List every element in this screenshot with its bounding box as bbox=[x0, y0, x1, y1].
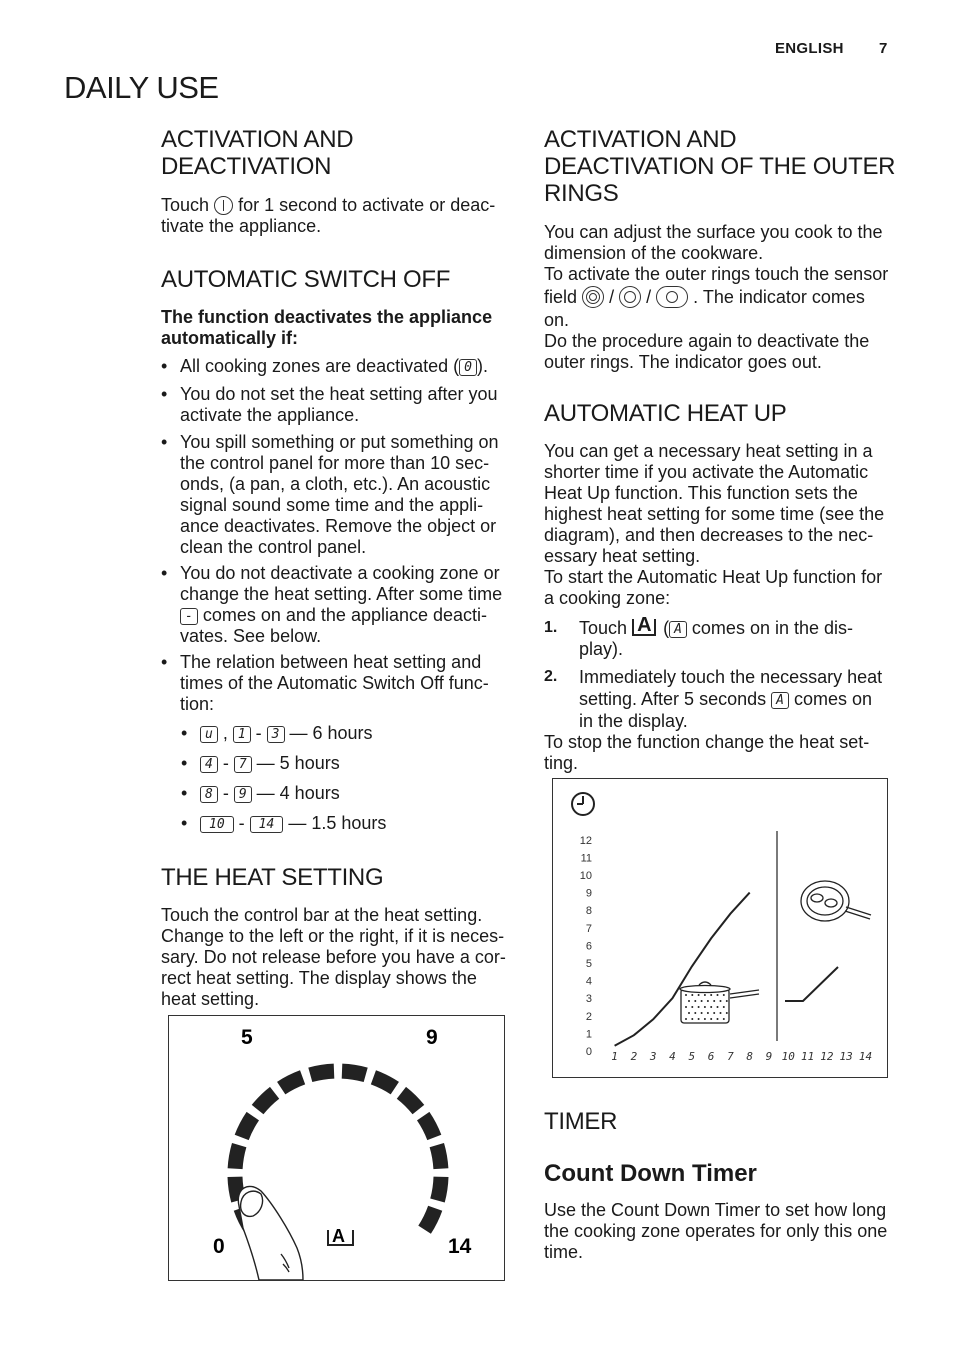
pot-dot bbox=[726, 1000, 728, 1002]
pot-dot bbox=[691, 994, 693, 996]
activation-section bbox=[161, 126, 511, 237]
dial-segment bbox=[423, 1116, 434, 1137]
list-item: • You do not deactivate a cooking zone or change the heat setting. After some time - comes on and the appliance deacti- vates. See below. bbox=[161, 563, 503, 646]
pot-dot bbox=[698, 994, 700, 996]
x-tick-label: 3 bbox=[649, 1050, 657, 1063]
triple-ring-icon bbox=[582, 286, 604, 308]
dial-segment bbox=[235, 1145, 239, 1169]
pot-dot bbox=[685, 994, 687, 996]
heat-setting-title: THE HEAT SETTING bbox=[161, 864, 384, 891]
page-number: 7 bbox=[879, 40, 888, 57]
dial-label-5: 5 bbox=[241, 1026, 253, 1049]
dial-segment bbox=[310, 1071, 334, 1075]
x-tick-label: 1 bbox=[611, 1050, 618, 1063]
dial-label-9: 9 bbox=[426, 1026, 438, 1049]
dial-label-0: 0 bbox=[213, 1235, 225, 1258]
pot-dot bbox=[701, 1012, 703, 1014]
finger-icon bbox=[238, 1186, 303, 1280]
dial-segment bbox=[342, 1071, 366, 1075]
pot-dot bbox=[691, 1006, 693, 1008]
auto-heat-up-icon: A bbox=[632, 617, 658, 637]
y-tick-label: 7 bbox=[585, 922, 592, 935]
auto-switch-off-intro: The function deactivates the appliance automatically if: bbox=[161, 307, 493, 348]
dial-segment bbox=[281, 1077, 302, 1088]
auto-heat-up-icon bbox=[328, 1226, 353, 1246]
x-tick-label: 8 bbox=[746, 1050, 753, 1063]
x-tick-label: 9 bbox=[765, 1050, 773, 1063]
activation-text: Touch for 1 second to activate or deac- tivate the appliance. bbox=[161, 195, 496, 236]
pot-dot bbox=[704, 1018, 706, 1020]
pot-dot bbox=[720, 1012, 722, 1014]
dial-segment bbox=[438, 1177, 442, 1201]
step-2: 2. Immediately touch the necessary heat setting. After 5 seconds A comes on in the display. bbox=[544, 667, 883, 731]
pot-dot bbox=[713, 1012, 715, 1014]
x-tick-label: 7 bbox=[727, 1050, 734, 1063]
y-tick-label: 9 bbox=[585, 887, 592, 900]
outer-rings-title: ACTIVATION AND DEACTIVATION OF THE OUTER RINGS bbox=[544, 126, 896, 207]
dial-segment bbox=[258, 1093, 275, 1110]
pot-dot bbox=[685, 1006, 687, 1008]
pot-dot bbox=[704, 1006, 706, 1008]
step-1: 1. Touch A ( A comes on in the dis- play). bbox=[544, 614, 853, 659]
auto-heat-up-chart bbox=[553, 779, 887, 1077]
pot-dot bbox=[723, 1018, 725, 1020]
dial-segment bbox=[242, 1116, 253, 1137]
pot-dot bbox=[717, 1018, 719, 1020]
auto-heat-up-stop-text: To stop the function change the heat set- ting. bbox=[544, 732, 870, 773]
pot-icon bbox=[680, 982, 759, 1023]
outer-rings-section bbox=[544, 126, 899, 373]
list-item: • You spill something or put something on the control panel for more than 10 sec- onds, (a pan, a cloth, etc.). An acoustic signal sound some time and the appli- ance deactivates. Remove the object or clean the control panel. bbox=[161, 432, 499, 557]
heat-setting-section bbox=[161, 864, 511, 1010]
y-tick-label: 6 bbox=[585, 940, 592, 953]
hold-curve bbox=[785, 967, 838, 1001]
x-tick-label: 6 bbox=[707, 1050, 715, 1063]
pot-dot bbox=[694, 1012, 696, 1014]
pot-dot bbox=[685, 1018, 687, 1020]
dial-label-14: 14 bbox=[448, 1235, 472, 1258]
timer-title: TIMER bbox=[544, 1108, 618, 1135]
count-down-timer-title: Count Down Timer bbox=[544, 1160, 757, 1187]
list-item: • All cooking zones are deactivated ( 0 ). bbox=[161, 356, 488, 376]
sub-list-item: • 4 - 7 — 5 hours bbox=[181, 753, 340, 773]
x-tick-label: 4 bbox=[669, 1050, 676, 1063]
y-tick-label: 2 bbox=[585, 1010, 592, 1023]
frying-pan-icon bbox=[801, 881, 871, 921]
y-tick-label: 8 bbox=[585, 905, 592, 918]
y-tick-label: 12 bbox=[579, 834, 592, 847]
outer-rings-text: You can adjust the surface you cook to the dimension of the cookware. To activate the outer rings touch the sensor field / / . The indicator comes on. Do the procedure again to deactivate the outer rings. The indicator goes out. bbox=[544, 222, 889, 372]
pot-dot bbox=[723, 1006, 725, 1008]
pot-dot bbox=[726, 1012, 728, 1014]
y-tick-labels bbox=[580, 835, 592, 1058]
list-item: • The relation between heat setting and times of the Automatic Switch Off func- tion: bbox=[161, 652, 489, 714]
pot-dot bbox=[698, 1018, 700, 1020]
pot-dot bbox=[710, 1018, 712, 1020]
auto-heat-up-diagram bbox=[552, 778, 888, 1078]
pot-dot bbox=[688, 1000, 690, 1002]
timer-section bbox=[544, 1108, 899, 1263]
y-tick-label: 3 bbox=[585, 993, 592, 1006]
double-ring-icon bbox=[619, 286, 641, 308]
svg-text:A: A bbox=[332, 1226, 345, 1246]
control-dial-illustration bbox=[169, 1016, 504, 1280]
auto-heat-up-title: AUTOMATIC HEAT UP bbox=[544, 400, 787, 427]
y-tick-label: 11 bbox=[580, 852, 592, 865]
pot-dot bbox=[688, 1012, 690, 1014]
y-tick-label: 4 bbox=[585, 975, 592, 988]
pot-dot bbox=[717, 994, 719, 996]
dial-segment bbox=[437, 1145, 441, 1169]
auto-heat-up-text: You can get a necessary heat setting in a shorter time if you activate the Automatic Heat Up function. This function sets the highest heat setting for some time (see the diagram), and then decreases to the nec- essary heat setting. To start the Automatic Heat Up function for a cooking zone: bbox=[544, 441, 885, 608]
pot-dot bbox=[713, 1000, 715, 1002]
activation-title: ACTIVATION AND DEACTIVATION bbox=[161, 126, 354, 180]
x-tick-label: 2 bbox=[630, 1050, 638, 1063]
x-tick-label: 10 bbox=[781, 1050, 795, 1063]
y-tick-label: 1 bbox=[585, 1028, 592, 1041]
x-tick-label: 13 bbox=[839, 1050, 853, 1063]
list-item: • You do not set the heat setting after you activate the appliance. bbox=[161, 384, 498, 425]
dial-segment bbox=[401, 1093, 418, 1110]
x-tick-label: 5 bbox=[688, 1050, 696, 1063]
auto-switch-off-section bbox=[161, 266, 511, 349]
heat-setting-dial-figure bbox=[168, 1015, 505, 1281]
auto-switch-off-list bbox=[161, 356, 521, 834]
y-tick-label: 10 bbox=[579, 870, 592, 882]
auto-switch-off-title: AUTOMATIC SWITCH OFF bbox=[161, 266, 451, 293]
y-tick-label: 0 bbox=[585, 1046, 592, 1058]
header-language: ENGLISH bbox=[775, 40, 844, 57]
y-tick-label: 5 bbox=[585, 958, 592, 970]
sub-list-item: • u , 1 - 3 — 6 hours bbox=[181, 723, 373, 743]
heat-setting-text: Touch the control bar at the heat setting. Change to the left or the right, if it is neces- sary. Do not release before you have a cor- rect heat setting. The display shows the heat setting. bbox=[161, 905, 506, 1009]
pot-dot bbox=[704, 994, 706, 996]
pot-dot bbox=[691, 1018, 693, 1020]
x-tick-labels bbox=[611, 1050, 872, 1063]
timer-text: Use the Count Down Timer to set how long the cooking zone operates for only this one time. bbox=[544, 1200, 888, 1262]
pot-dot bbox=[717, 1006, 719, 1008]
sub-list-item: • 8 - 9 — 4 hours bbox=[181, 783, 340, 803]
pot-dot bbox=[710, 994, 712, 996]
pot-dot bbox=[701, 1000, 703, 1002]
page-title: DAILY USE bbox=[64, 70, 219, 105]
pot-dot bbox=[723, 994, 725, 996]
dial-segment bbox=[425, 1208, 436, 1230]
on-off-icon bbox=[214, 196, 233, 215]
x-tick-label: 14 bbox=[858, 1050, 873, 1063]
sub-list-item: • 10 - 14 — 1.5 hours bbox=[181, 813, 387, 833]
clock-icon bbox=[572, 793, 594, 815]
dial-segment bbox=[373, 1077, 394, 1088]
pot-dot bbox=[720, 1000, 722, 1002]
x-tick-label: 12 bbox=[820, 1050, 834, 1063]
pot-dot bbox=[698, 1006, 700, 1008]
pot-dot bbox=[707, 1000, 709, 1002]
pot-dot bbox=[707, 1012, 709, 1014]
x-tick-label: 11 bbox=[800, 1050, 815, 1063]
auto-heat-up-section bbox=[544, 400, 899, 774]
pot-dot bbox=[710, 1006, 712, 1008]
pot-dot bbox=[694, 1000, 696, 1002]
oval-ring-icon bbox=[656, 286, 688, 308]
